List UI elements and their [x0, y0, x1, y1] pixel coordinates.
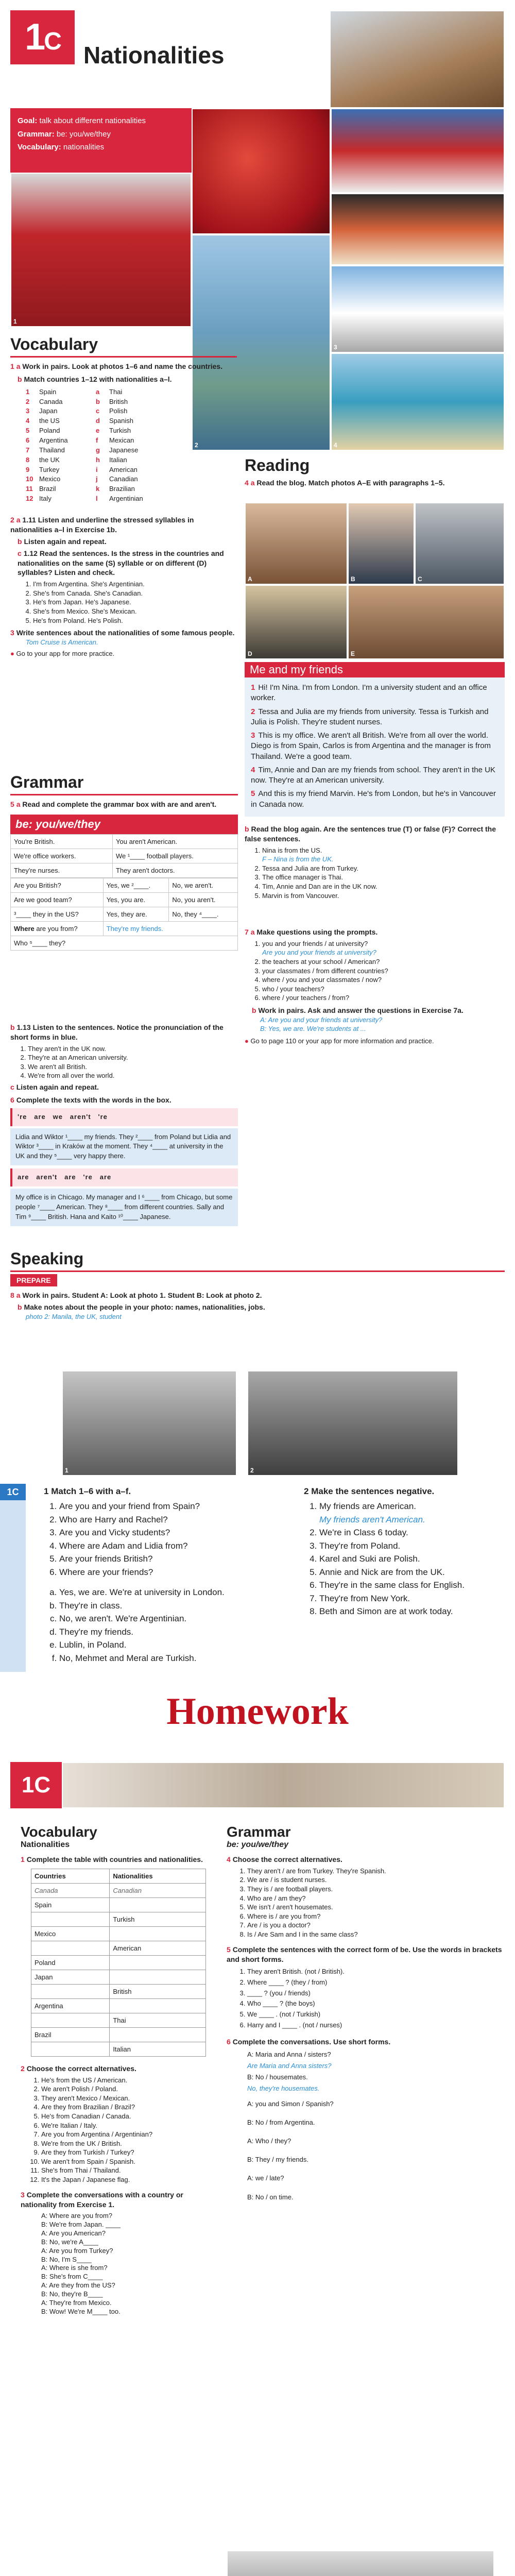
homework-badge: 1C — [10, 1762, 62, 1808]
sushi-photo — [331, 193, 505, 265]
ex8b-instruction: Make notes about the people in your photo: names, nationalities, jobs. — [24, 1302, 265, 1311]
hw-vocab-heading: Vocabulary — [21, 1824, 97, 1840]
hw-ex5-list: 1. They aren't British. (not / British). 2. Where ____ ? (they / from) 3. ____ ? (you / friends) 4. Who ____ ? (the boys) 5. We ____ . (not / Turkish) 6. Harry and I ____ . (not / nurses) — [247, 1967, 505, 2031]
blog-body: 1 Hi! I'm Nina. I'm from London. I'm a university student and an office worker. 2 Tessa and Julia are my friends from university. Tessa is Turkish and Julia is Polish. They're student nurses. 3 This is my office. We aren't all British. We're from all over the world. Diego is from Spain, Carlos is from Argentina and the manager is from Thailand. We're a good team. 4 Tim, Annie and Dan are my friends from school. They aren't in the UK now. They're at an American university. 5 And this is my friend Marvin. He's from London, but he's in Vancouver in Canada now. — [245, 677, 505, 817]
nationality-letter: b — [96, 397, 100, 405]
table-input-cell[interactable] — [31, 1912, 110, 1926]
ex6-instruction: Complete the texts with the words in the box. — [16, 1095, 171, 1104]
reading-heading: Reading — [245, 456, 310, 474]
nationality-name: Spanish — [109, 417, 133, 425]
country-name: Japan — [39, 407, 58, 415]
table-input-cell[interactable] — [110, 1926, 206, 1941]
prepare-bar: PREPARE — [10, 1274, 57, 1286]
nationality-name: American — [109, 465, 138, 473]
vocabulary-heading: Vocabulary — [10, 335, 98, 353]
nationality-letter: i — [96, 465, 98, 473]
speaking-heading: Speaking — [10, 1249, 84, 1268]
countries-nationalities-list — [26, 387, 237, 504]
ex8a-instruction: Work in pairs. Student A: Look at photo 1. Student B: Look at photo 2. — [22, 1291, 262, 1299]
hw-ex5-instruction: Complete the sentences with the correct form of be. Use the words in brackets and short forms. — [227, 1945, 502, 1964]
nationality-name: Turkish — [109, 427, 131, 435]
country-name: the UK — [39, 455, 60, 464]
nationality-letter: d — [96, 417, 100, 425]
worksheet-side-bar — [0, 1484, 26, 1672]
ex2c-instruction: 1.12 Read the sentences. Is the stress in the countries and nationalities on the same (S) syllable or on different (D) syllables? Listen and check. — [18, 549, 224, 577]
reading-photo-e: E — [348, 585, 505, 659]
ws-ex2-instruction: Make the sentences negative. — [311, 1486, 435, 1496]
statue-of-liberty-photo: 2 — [192, 234, 331, 451]
country-number: 9 — [26, 465, 30, 473]
ex5b-instruction: 1.13 Listen to the sentences. Notice the pronunciation of the short forms in blue. — [10, 1023, 224, 1041]
app-note: Go to your app for more practice. — [16, 649, 115, 657]
country-name: Argentina — [39, 436, 68, 444]
ex5c-instruction: Listen again and repeat. — [16, 1082, 99, 1091]
table-input-cell[interactable] — [110, 1955, 206, 1970]
country-name: Thailand — [39, 446, 65, 454]
nationality-letter: g — [96, 446, 100, 454]
flags-photo — [331, 108, 505, 193]
ex5a-instruction: Read and complete the grammar box with are and aren't. — [22, 800, 217, 808]
reading-photo-b: B — [348, 502, 415, 585]
ex1a-instruction: Work in pairs. Look at photos 1–6 and name the countries. — [22, 362, 223, 370]
hw-ex2-list: 1. He's from the US / American. 2. We aren't Polish / Poland. 3. They aren't Mexico / Mexican. 4. Are they from Brazilian / Brazil? 5. He's from Canadian / Canada. 6. We're Italian / Italy. 7. Are you from Argentina / Argentinian? 8. We're from the UK / British. 9. Are they from Turkish / Turkey? 10. We aren't from Spain / Spanish. 11. She's from Thai / Thailand. 12. It's the Japan / Japanese flag. — [41, 2076, 216, 2184]
country-name: Mexico — [39, 475, 61, 483]
country-number: 12 — [26, 495, 33, 503]
nationality-letter: f — [96, 436, 98, 444]
leaves-photo — [192, 108, 331, 234]
country-name: Turkey — [39, 465, 60, 473]
ex3-instruction: Write sentences about the nationalities of some famous people. — [16, 629, 235, 637]
ex7b-example-a: A: Are you and your friends at university? — [260, 1015, 383, 1024]
ws-ex2-sentences: 1. My friends are American. My friends aren't American. 2. We're in Class 6 today. 3. They're from Poland. 4. Karel and Suki are Polish. 5. Annie and Nick are from the UK. 6. They're in the same class for English. 7. They're from New York. 8. Beth and Simon are at work today. — [319, 1500, 510, 1618]
ex2a-instruction: 1.11 Listen and underline the stressed syllables in nationalities a–l in Exercise 1b. — [10, 516, 194, 534]
mountain-photo: 3 — [331, 265, 505, 353]
ex4b-instruction: Read the blog again. Are the sentences true (T) or false (F)? Correct the false sentences. — [245, 825, 496, 843]
ex7b-example-b: B: Yes, we are. We're students at ... — [260, 1025, 366, 1033]
hw-countries-table: Countries Nationalities Canada Canadian Spain Turkish Mexico American Poland Japan British Argentina Thai Brazil Italian — [31, 1869, 206, 2057]
nationality-letter: j — [96, 475, 98, 483]
nationality-name: Italian — [109, 455, 127, 464]
grammar-question-box: Are you British? Yes, we ²____. No, we aren't. Are we good team? Yes, you are. No, you aren't. ³____ they in the US? Yes, they are. No, they ⁴____. Where are you from? They're my friends. Who ⁵____ they? — [10, 878, 238, 951]
ex2c-list: 1. I'm from Argentina. She's Argentinian. 2. She's from Canada. She's Canadian. 3. He's from Japan. He's Japanese. 4. She's from Mexico. She's Mexican. 5. He's from Poland. He's Polish. — [33, 580, 237, 625]
hw-ex6-list: A: Maria and Anna / sisters? Are Maria and Anna sisters? B: No / housemates. No, they're housemates. A: you and Simon / Spanish? B: No / from Argentina. A: Who / they? B: They / my friends. A: we / late? B: No / on time. — [247, 2050, 334, 2201]
table-input-cell[interactable] — [31, 1941, 110, 1955]
country-name: Italy — [39, 495, 52, 503]
grammar-box-title: be: you/we/they — [10, 815, 238, 834]
nationality-letter: a — [96, 387, 100, 396]
table-input-cell[interactable] — [31, 2042, 110, 2056]
hw-ex4-list: 1. They aren't / are from Turkey. They're Spanish. 2. We are / is student nurses. 3. They is / are football players. 4. Who are / am they? 5. We isn't / aren't housemates. 6. Where is / are you from? 7. Are / is you a doctor? 8. Is / Are Sam and I in the same class? — [247, 1867, 505, 1939]
country-number: 7 — [26, 446, 30, 454]
phone-boxes-photo: 1 — [10, 173, 192, 327]
word-box-1: 're are we aren't 're — [10, 1108, 238, 1126]
table-input-cell[interactable] — [31, 2013, 110, 2027]
text-1: Lidia and Wiktor ¹____ my friends. They ²____ from Poland but Lidia and Wiktor ³____ in Kraków at the moment. They ⁴____ at university in the UK and they ⁵____ very happy there. — [10, 1128, 238, 1166]
hw-ex6-instruction: Complete the conversations. Use short forms. — [232, 2037, 391, 2046]
ex2b-instruction: Listen again and repeat. — [24, 537, 107, 546]
app-icon: ● — [10, 649, 14, 657]
country-name: Brazil — [39, 485, 56, 493]
text-2: My office is in Chicago. My manager and I ⁶____ from Chicago, but some people ⁷____ American. They ⁸____ from different countries. Sally and Tim ⁹____ British. Hana and Kaito ¹⁰____ Japanese. — [10, 1189, 238, 1226]
reading-photo-d: D — [245, 585, 348, 659]
app-icon: ● — [245, 1037, 249, 1045]
hw-grammar-sub: be: you/we/they — [227, 1840, 289, 1849]
reading-photo-a: A — [245, 502, 348, 585]
table-input-cell[interactable] — [110, 1998, 206, 2013]
worksheet-badge: 1C — [0, 1484, 26, 1500]
nationality-name: Argentinian — [109, 495, 143, 503]
nationality-name: British — [109, 397, 128, 405]
nationality-name: Brazilian — [109, 485, 135, 493]
table-input-cell[interactable] — [110, 1970, 206, 1984]
country-name: Poland — [39, 427, 60, 435]
country-name: Spain — [39, 387, 57, 396]
speaking-photo-1: 1 — [62, 1370, 237, 1476]
ex7a-list: 1. you and your friends / at university? Are you and your friends at university? 2. the teachers at your school / American? 3. your classmates / from different countries? 4. where / you and your classmates / now? 5. who / your teachers? 6. where / your teachers / from? — [262, 939, 505, 1003]
country-number: 4 — [26, 417, 30, 425]
ex3-example: Tom Cruise is American. — [26, 638, 98, 646]
grammar-app-note: Go to page 110 or your app for more information and practice. — [250, 1037, 434, 1045]
country-number: 3 — [26, 407, 30, 415]
nationality-letter: l — [96, 495, 98, 503]
ex1b-instruction: Match countries 1–12 with nationalities a–l. — [24, 375, 172, 383]
nationality-name: Canadian — [109, 475, 138, 483]
ex5b-list: 1. They aren't in the UK now. 2. They're at an American university. 3. We aren't all British. 4. We're from all over the world. — [28, 1044, 238, 1080]
nationality-letter: h — [96, 455, 100, 464]
horses-photo — [330, 10, 505, 108]
homework-title: Homework — [166, 1690, 349, 1733]
ex4a-instruction: Read the blog. Match photos A–E with paragraphs 1–5. — [256, 479, 445, 487]
beach-photo: 4 — [331, 353, 505, 451]
table-input-cell[interactable] — [31, 1984, 110, 1998]
divider — [10, 356, 237, 358]
table-input-cell[interactable] — [110, 1897, 206, 1912]
country-number: 10 — [26, 475, 33, 483]
table-input-cell[interactable] — [110, 2027, 206, 2042]
ex7a-instruction: Make questions using the prompts. — [256, 928, 378, 936]
ex4b-list: 1. Nina is from the US. F – Nina is from the UK. 2. Tessa and Julia are from Turkey. 3. The office manager is Thai. 4. Tim, Annie and Dan are in the UK now. 5. Marvin is from Vancouver. — [262, 846, 505, 900]
nationality-name: Japanese — [109, 446, 139, 454]
ex7b-instruction: Work in pairs. Ask and answer the questions in Exercise 7a. — [258, 1006, 464, 1014]
country-name: Canada — [39, 397, 63, 405]
divider — [10, 794, 238, 795]
country-number: 6 — [26, 436, 30, 444]
hw-vocab-sub: Nationalities — [21, 1840, 70, 1849]
homework-photo — [227, 2550, 494, 2576]
nationality-name: Thai — [109, 387, 123, 396]
country-number: 8 — [26, 455, 30, 464]
grammar-heading: Grammar — [10, 773, 84, 791]
country-number: 1 — [26, 387, 30, 396]
hw-ex2-instruction: Choose the correct alternatives. — [26, 2064, 136, 2073]
country-name: the US — [39, 417, 60, 425]
country-number: 2 — [26, 397, 30, 405]
country-number: 11 — [26, 485, 33, 493]
nationality-letter: e — [96, 427, 100, 435]
nationality-letter: k — [96, 485, 100, 493]
country-number: 5 — [26, 427, 30, 435]
page-title: Nationalities — [83, 42, 225, 69]
homework-header-photo — [62, 1762, 505, 1808]
reading-photo-c: C — [415, 502, 505, 585]
hw-ex3-list: A: Where are you from? B: We're from Japan. ____ A: Are you American? B: No, we're A____ A: Are you from Turkey? B: No, I'm S____ A: Where is she from? B: She's from C____ A: Are they from the US? B: No, they're B____ A: They're from Mexico. B: Wow! We're M____ too. — [41, 2212, 121, 2315]
ws-ex1-instruction: Match 1–6 with a–f. — [51, 1486, 131, 1496]
nationality-name: Polish — [109, 407, 128, 415]
divider — [10, 1270, 505, 1272]
hw-ex4-instruction: Choose the correct alternatives. — [232, 1855, 342, 1863]
lesson-badge: 1C — [10, 10, 75, 64]
ws-ex1-answers: a. Yes, we are. We're at university in London. b. They're in class. c. No, we aren't. We're Argentinian. d. They're my friends. e. Lublin, in Poland. f. No, Mehmet and Meral are Turkish. — [59, 1586, 286, 1665]
hw-ex1-instruction: Complete the table with countries and nationalities. — [26, 1855, 203, 1863]
blog-title: Me and my friends — [245, 662, 505, 677]
lesson-goals: Goal: talk about different nationalities Grammar: be: you/we/they Vocabulary: nationalities — [10, 108, 192, 173]
grammar-box: You're British. You aren't American. We're office workers. We ¹____ football players. They're nurses. They aren't doctors. — [10, 834, 238, 878]
speaking-photo-2: 2 — [247, 1370, 458, 1476]
hw-grammar-heading: Grammar — [227, 1824, 291, 1840]
ws-ex1-questions: 1. Are you and your friend from Spain? 2. Who are Harry and Rachel? 3. Are you and Vicky students? 4. Where are Adam and Lidia from? 5. Are your friends British? 6. Where are your friends? — [59, 1500, 286, 1579]
nationality-name: Mexican — [109, 436, 134, 444]
word-box-2: are aren't are 're are — [10, 1168, 238, 1187]
nationality-letter: c — [96, 407, 100, 415]
hw-ex3-instruction: Complete the conversations with a country or nationality from Exercise 1. — [21, 2191, 183, 2209]
ex8b-example: photo 2: Manila, the UK, student — [26, 1312, 122, 1320]
